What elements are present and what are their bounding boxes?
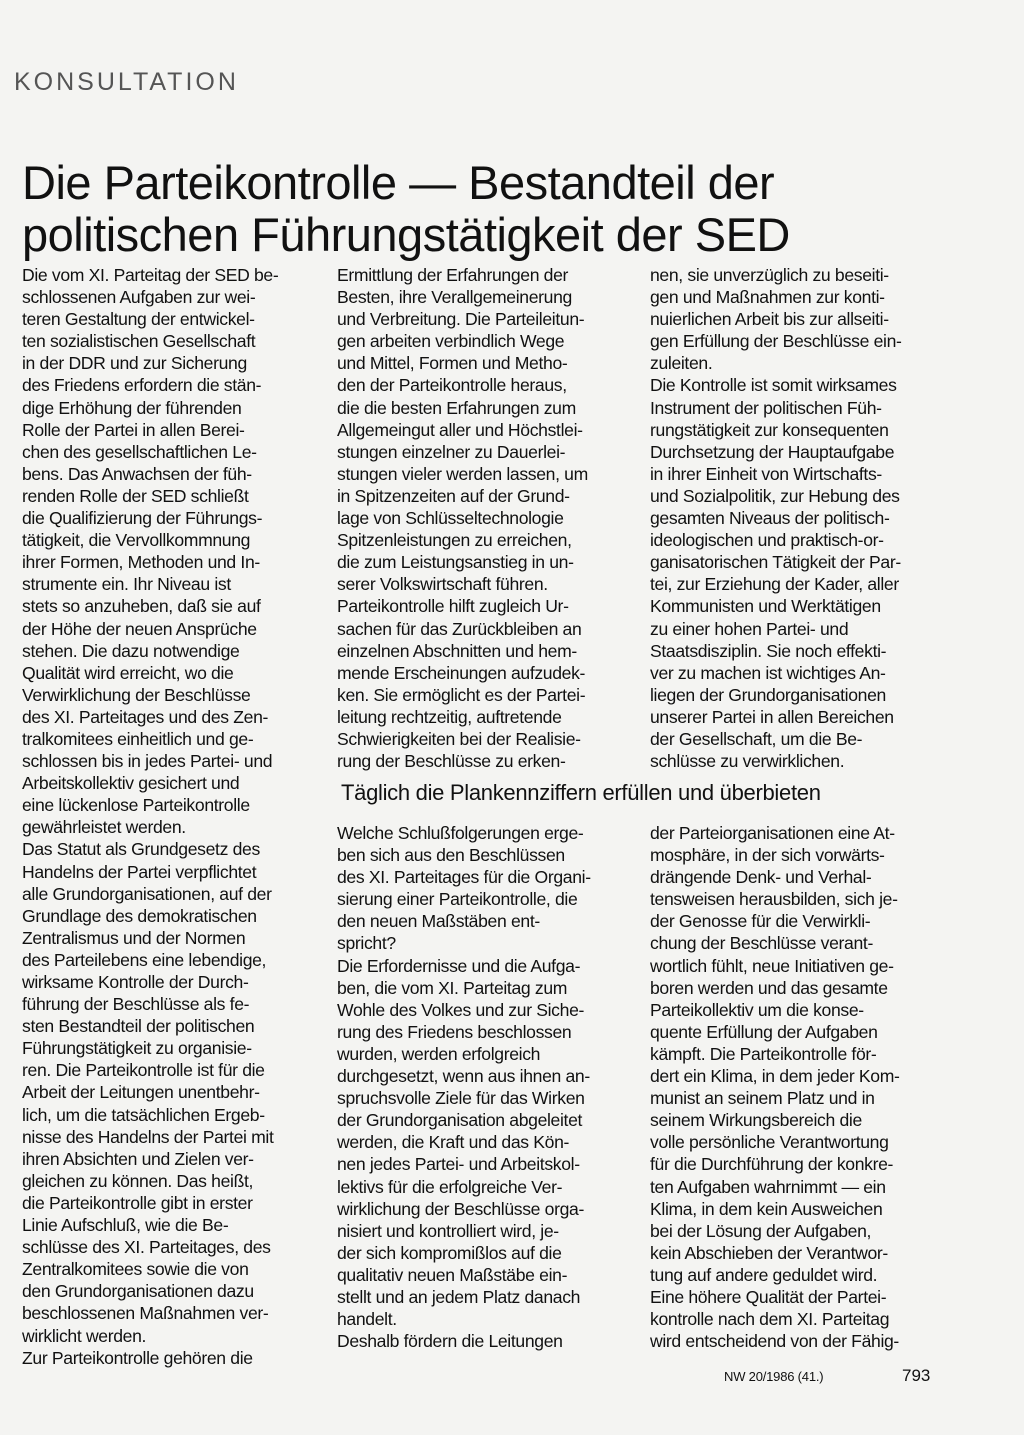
text-line: der Gesellschaft, um die Be-	[650, 728, 863, 749]
text-line: alle Grundorganisationen, auf der	[22, 883, 272, 904]
text-line: Rolle der Partei in allen Berei-	[22, 419, 245, 440]
text-line: in der DDR und zur Sicherung	[22, 353, 247, 374]
text-line: wird entscheidend von der Fähig-	[650, 1331, 899, 1352]
text-line: einzelnen Abschnitten und hem-	[337, 640, 577, 661]
text-line: munist an seinem Platz und in	[650, 1088, 875, 1109]
text-column-3	[650, 264, 940, 772]
text-line: durchgesetzt, wenn aus ihnen an-	[337, 1066, 590, 1087]
text-line: in ihrer Einheit von Wirtschafts-	[650, 463, 882, 484]
text-line: Schwierigkeiten bei der Realisie-	[337, 728, 581, 749]
text-line: zu einer hohen Partei- und	[650, 618, 849, 639]
text-line: Verwirklichung der Beschlüsse	[22, 684, 251, 705]
text-line: qualitativ neuen Maßstäbe ein-	[337, 1264, 568, 1285]
text-column-2	[337, 264, 627, 772]
section-kicker: KONSULTATION	[14, 68, 239, 96]
text-line: Welche Schlußfolgerungen erge-	[337, 823, 584, 843]
text-line: lich, um die tatsächlichen Ergeb-	[22, 1104, 265, 1125]
text-line: leitung rechtzeitig, auftretende	[337, 706, 562, 727]
text-line: stellt und an jedem Platz danach	[337, 1286, 581, 1307]
text-line: nuierlichen Arbeit bis zur allseiti-	[650, 309, 889, 330]
text-line: Führungstätigkeit zu organisie-	[22, 1038, 252, 1059]
text-line: wirklichung der Beschlüsse orga-	[337, 1198, 584, 1219]
text-line: stehen. Die dazu notwendige	[22, 640, 240, 661]
text-line: Wohle des Volkes und zur Siche-	[337, 999, 585, 1020]
text-line: unserer Partei in allen Bereichen	[650, 706, 894, 727]
text-line: tensweisen herausbilden, sich je-	[650, 889, 898, 910]
text-line: nisse des Handelns der Partei mit	[22, 1126, 274, 1147]
text-line: den Grundorganisationen dazu	[22, 1281, 254, 1302]
text-line: mende Erscheinungen aufzudek-	[337, 662, 586, 683]
text-line: der sich kompromißlos auf die	[337, 1242, 562, 1263]
text-line: ihrer Formen, Methoden und In-	[22, 552, 260, 573]
text-line: des Parteilebens eine lebendige,	[22, 949, 267, 970]
text-line: kämpft. Die Parteikontrolle för-	[650, 1043, 877, 1064]
text-line: des Friedens erfordern die stän-	[22, 375, 262, 396]
title-line-2: politischen Führungstätigkeit der SED	[22, 208, 790, 262]
text-line: gleichen zu können. Das heißt,	[22, 1170, 254, 1191]
text-line: rung der Beschlüsse zu erken-	[337, 751, 566, 772]
text-line: für die Durchführung der konkre-	[650, 1154, 894, 1175]
text-line: tung auf andere geduldet wird.	[650, 1264, 878, 1285]
text-line: des XI. Parteitages und des Zen-	[22, 706, 269, 727]
text-line: Parteikollektiv um die konse-	[650, 999, 864, 1020]
text-line: gen arbeiten verbindlich Wege	[337, 331, 565, 352]
text-line: kein Abschieben der Verantwor-	[650, 1242, 888, 1263]
text-line: werden, die Kraft und das Kön-	[337, 1132, 570, 1153]
text-line: sachen für das Zurückbleiben an	[337, 618, 582, 639]
text-line: Zentralkomitees sowie die von	[22, 1259, 249, 1280]
text-line: teren Gestaltung der entwickel-	[22, 309, 255, 330]
text-line: stets so anzuheben, daß sie auf	[22, 596, 261, 617]
text-line: den neuen Maßstäben ent-	[337, 911, 540, 932]
text-line: ihren Absichten und Zielen ver-	[22, 1148, 254, 1169]
text-line: dert ein Klima, in dem jeder Kom-	[650, 1066, 900, 1087]
text-line: ren. Die Parteikontrolle ist für die	[22, 1060, 265, 1081]
text-line: kontrolle nach dem XI. Parteitag	[650, 1309, 890, 1330]
text-line: und Verbreitung. Die Parteileitun-	[337, 309, 585, 330]
text-line: renden Rolle der SED schließt	[22, 485, 249, 506]
text-line: Deshalb fördern die Leitungen	[337, 1331, 563, 1352]
text-line: der Grundorganisation abgeleitet	[337, 1110, 583, 1131]
text-line: beschlossenen Maßnahmen ver-	[22, 1303, 269, 1324]
text-line: drängende Denk- und Verhal-	[650, 867, 872, 888]
text-line: Parteikontrolle hilft zugleich Ur-	[337, 596, 569, 617]
text-line: und Sozialpolitik, zur Hebung des	[650, 485, 900, 506]
text-line: bens. Das Anwachsen der füh-	[22, 463, 252, 484]
text-line: Ermittlung der Erfahrungen der	[337, 265, 569, 285]
text-line: der Parteiorganisationen eine At-	[650, 823, 895, 843]
text-line: tralkomitees einheitlich und ge-	[22, 728, 254, 749]
text-line: die die besten Erfahrungen zum	[337, 397, 576, 418]
text-line: ver zu machen ist wichtiges An-	[650, 662, 886, 683]
text-line: nen, sie unverzüglich zu beseiti-	[650, 265, 889, 285]
text-line: eine lückenlose Parteikontrolle	[22, 795, 250, 816]
text-line: ganisatorischen Tätigkeit der Par-	[650, 552, 901, 573]
text-line: des XI. Parteitages für die Organi-	[337, 867, 591, 888]
text-line: serer Volkswirtschaft führen.	[337, 574, 548, 595]
text-line: wirksame Kontrolle der Durch-	[22, 972, 249, 992]
text-line: chen des gesellschaftlichen Le-	[22, 441, 257, 462]
text-line: seinem Wirkungsbereich die	[650, 1110, 862, 1131]
text-line: schlüsse zu verwirklichen.	[650, 751, 845, 772]
text-line: ten sozialistischen Gesellschaft	[22, 331, 256, 352]
text-line: die Parteikontrolle gibt in erster	[22, 1192, 253, 1213]
text-line: Arbeitskollektiv gesichert und	[22, 773, 240, 794]
text-line: Die vom XI. Parteitag der SED be-	[22, 265, 279, 285]
text-line: boren werden und das gesamte	[650, 977, 888, 998]
text-line: Grundlage des demokratischen	[22, 905, 257, 926]
text-line: der Genosse für die Verwirkli-	[650, 911, 871, 932]
text-line: Spitzenleistungen zu erreichen,	[337, 530, 572, 551]
text-column-1	[22, 264, 312, 1369]
text-line: nisiert und kontrolliert wird, je-	[337, 1220, 559, 1241]
text-line: schlossen bis in jedes Partei- und	[22, 751, 273, 772]
text-line: Besten, ihre Verallgemeinerung	[337, 287, 572, 308]
title-line-1: Die Parteikontrolle — Bestandteil der	[22, 156, 775, 210]
text-line: wurden, werden erfolgreich	[337, 1043, 541, 1064]
text-line: Kommunisten und Werktätigen	[650, 596, 881, 617]
text-line: ben, die vom XI. Parteitag zum	[337, 977, 568, 998]
text-line: in Spitzenzeiten auf der Grund-	[337, 485, 570, 506]
text-line: Klima, in dem kein Ausweichen	[650, 1198, 883, 1219]
issue-reference: NW 20/1986 (41.)	[724, 1369, 824, 1384]
text-line: Handelns der Partei verpflichtet	[22, 861, 257, 882]
text-line: Qualität wird erreicht, wo die	[22, 662, 234, 683]
text-line: Zentralismus und der Normen	[22, 927, 246, 948]
text-line: rung des Friedens beschlossen	[337, 1021, 572, 1042]
text-line: bei der Lösung der Aufgaben,	[650, 1220, 872, 1241]
page-number: 793	[902, 1366, 931, 1385]
text-line: ten Aufgaben wahrnimmt — ein	[650, 1176, 886, 1197]
text-line: Durchsetzung der Hauptaufgabe	[650, 441, 895, 462]
text-line: Linie Aufschluß, wie die Be-	[22, 1215, 229, 1236]
text-line: Eine höhere Qualität der Partei-	[650, 1286, 887, 1307]
text-line: tei, zur Erziehung der Kader, aller	[650, 574, 899, 595]
text-line: gen Erfüllung der Beschlüsse ein-	[650, 331, 902, 352]
text-line: der Höhe der neuen Ansprüche	[22, 618, 257, 639]
text-line: gesamten Niveaus der politisch-	[650, 508, 890, 529]
text-line: ideologischen und praktisch-or-	[650, 530, 884, 551]
text-line: liegen der Grundorganisationen	[650, 684, 886, 705]
text-line: ben sich aus den Beschlüssen	[337, 845, 565, 866]
text-line: wortlich fühlt, neue Initiativen ge-	[650, 955, 894, 976]
text-line: lage von Schlüsseltechnologie	[337, 508, 564, 529]
text-line: Staatsdisziplin. Sie noch effekti-	[650, 640, 887, 661]
text-line: Die Kontrolle ist somit wirksames	[650, 375, 897, 396]
text-line: mosphäre, in der sich vorwärts-	[650, 845, 885, 866]
text-column-3-lower	[650, 822, 940, 1352]
text-line: Instrument der politischen Füh-	[650, 397, 882, 418]
text-line: gewährleistet werden.	[22, 817, 186, 838]
text-line: Allgemeingut aller und Höchstlei-	[337, 419, 583, 440]
text-line: quente Erfüllung der Aufgaben	[650, 1021, 878, 1042]
section-subheading: Täglich die Plankennziffern erfüllen und überbieten	[341, 780, 821, 805]
text-line: handelt.	[337, 1309, 397, 1330]
text-line: lektivs für die erfolgreiche Ver-	[337, 1176, 563, 1197]
text-line: führung der Beschlüsse als fe-	[22, 994, 250, 1015]
text-line: nen jedes Partei- und Arbeitskol-	[337, 1154, 580, 1175]
text-line: und Mittel, Formen und Metho-	[337, 353, 568, 374]
text-line: die zum Leistungsanstieg in un-	[337, 552, 574, 573]
text-line: schlüsse des XI. Parteitages, des	[22, 1237, 271, 1258]
text-line: rungstätigkeit zur konsequenten	[650, 419, 889, 440]
text-line: tätigkeit, die Vervollkommnung	[22, 530, 251, 551]
text-line: den der Parteikontrolle heraus,	[337, 375, 567, 396]
text-line: ken. Sie ermöglicht es der Partei-	[337, 684, 586, 705]
text-line: chung der Beschlüsse verant-	[650, 933, 873, 954]
text-line: sten Bestandteil der politischen	[22, 1016, 255, 1037]
article-title	[22, 157, 1002, 261]
text-line: spruchsvolle Ziele für das Wirken	[337, 1088, 585, 1109]
text-line: stungen einzelner zu Dauerlei-	[337, 441, 566, 462]
text-line: Das Statut als Grundgesetz des	[22, 839, 260, 860]
text-line: spricht?	[337, 933, 396, 954]
text-line: die Qualifizierung der Führungs-	[22, 508, 263, 529]
text-line: strumente ein. Ihr Niveau ist	[22, 574, 231, 595]
text-line: dige Erhöhung der führenden	[22, 397, 242, 418]
text-line: volle persönliche Verantwortung	[650, 1132, 889, 1153]
text-column-2-lower	[337, 822, 627, 1352]
text-line: Die Erfordernisse und die Aufga-	[337, 955, 581, 976]
text-line: gen und Maßnahmen zur konti-	[650, 287, 885, 308]
text-line: zuleiten.	[650, 353, 713, 374]
text-line: Arbeit der Leitungen unentbehr-	[22, 1082, 260, 1103]
text-line: sierung einer Parteikontrolle, die	[337, 889, 578, 910]
text-line: Zur Parteikontrolle gehören die	[22, 1347, 253, 1368]
text-line: schlossenen Aufgaben zur wei-	[22, 287, 256, 308]
text-line: stungen vieler werden lassen, um	[337, 463, 588, 484]
text-line: wirklicht werden.	[22, 1325, 147, 1346]
